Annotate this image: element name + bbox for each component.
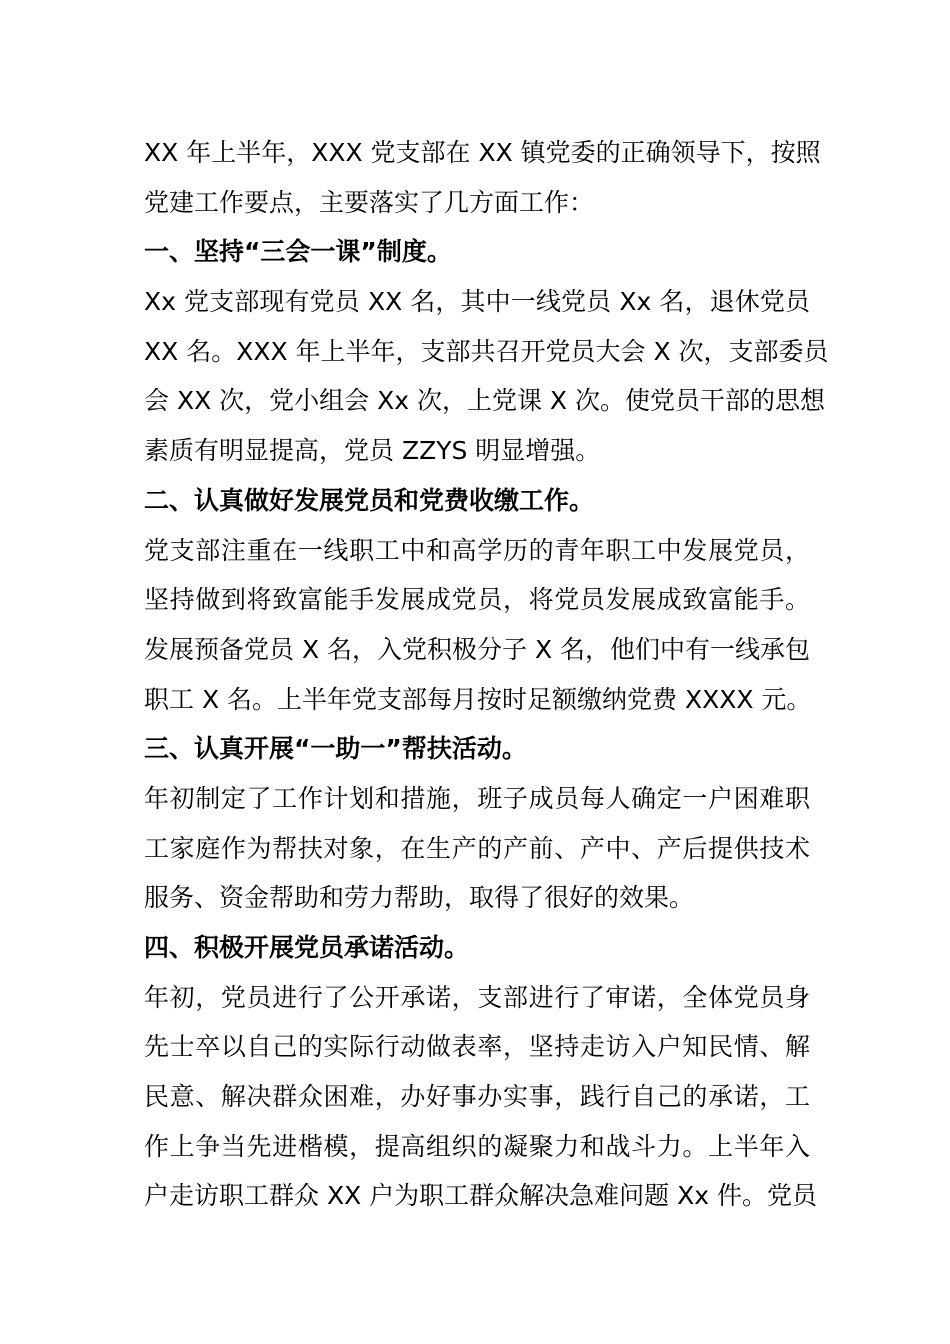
- section-heading: 三、认真开展“一助一”帮扶活动。: [144, 734, 527, 764]
- text-line: 服务、资金帮助和劳力帮助，取得了很好的效果。: [144, 883, 695, 913]
- section-2: [144, 476, 810, 724]
- text-line: 坚持做到将致富能手发展成党员，将党员发展成致富能手。: [144, 585, 810, 615]
- section-heading: 一、坚持“三会一课”制度。: [144, 237, 452, 267]
- text-line: 党支部注重在一线职工中和高学历的青年职工中发展党员，: [144, 535, 810, 565]
- text-line: 先士卒以自己的实际行动做表率，坚持走访入户知民情、解: [144, 1032, 810, 1062]
- text-line: XX 名。XXX 年上半年，支部共召开党员大会 X 次，支部委员: [144, 336, 829, 366]
- text-line: 职工 X 名。上半年党支部每月按时足额缴纳党费 XXXX 元。: [144, 684, 812, 714]
- text-line: 发展预备党员 X 名，入党积极分子 X 名，他们中有一线承包: [144, 634, 811, 664]
- text-line: 年初制定了工作计划和措施，班子成员每人确定一户困难职: [144, 783, 810, 813]
- text-line: 户走访职工群众 XX 户为职工群众解决急难问题 Xx 件。党员: [144, 1181, 817, 1211]
- text-line: 素质有明显提高，党员 ZZYS 明显增强。: [144, 436, 601, 466]
- text-line: 作上争当先进楷模，提高组织的凝聚力和战斗力。上半年入: [144, 1131, 810, 1161]
- document-page: [144, 128, 829, 1221]
- text-line: XX 年上半年，XXX 党支部在 XX 镇党委的正确领导下，按照: [144, 138, 821, 167]
- section-heading: 四、积极开展党员承诺活动。: [144, 933, 470, 962]
- text-line: 会 XX 次，党小组会 Xx 次，上党课 X 次。使党员干部的思想: [144, 386, 825, 416]
- text-line: 民意、解决群众困难，办好事办实事，践行自己的承诺，工: [144, 1082, 810, 1112]
- intro-paragraph: [144, 128, 821, 227]
- section-3: [144, 724, 810, 923]
- section-4: [144, 923, 817, 1221]
- text-line: Xx 党支部现有党员 XX 名，其中一线党员 Xx 名，退休党员: [144, 287, 810, 317]
- text-line: 年初，党员进行了公开承诺，支部进行了审诺，全体党员身: [144, 982, 810, 1012]
- section-1: [144, 227, 829, 475]
- text-line: 工家庭作为帮扶对象，在生产的产前、产中、产后提供技术: [144, 833, 810, 863]
- section-heading: 二、认真做好发展党员和党费收缴工作。: [144, 485, 595, 515]
- text-line: 党建工作要点，主要落实了几方面工作：: [144, 187, 595, 217]
